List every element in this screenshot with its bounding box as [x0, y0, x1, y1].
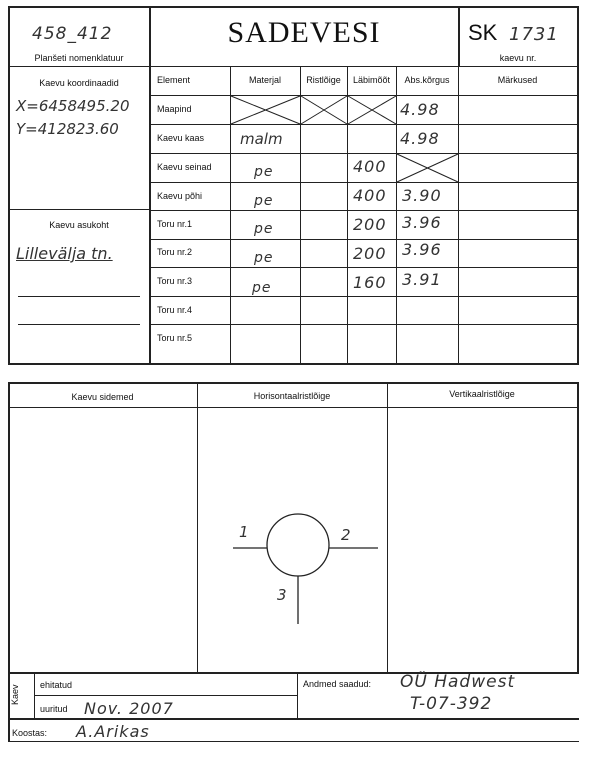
- coordinate-x: X=6458495.20: [16, 97, 130, 115]
- well-prefix: SK: [468, 20, 498, 45]
- col-header-ristloige: Ristlõige: [306, 75, 341, 85]
- row-abs: 3.96: [402, 213, 442, 232]
- nomenclature-value: 458_412: [32, 24, 113, 44]
- row-element: Toru nr.1: [157, 219, 193, 229]
- uuritud-value: Nov. 2007: [84, 699, 174, 718]
- row-element: Toru nr.3: [157, 276, 193, 286]
- andmed-value-2: T-07-392: [410, 694, 493, 714]
- col-header-materjal: Materjal: [248, 75, 281, 85]
- connections-header: Kaevu sidemed: [71, 392, 134, 402]
- row-element: Kaevu kaas: [157, 133, 205, 143]
- row-abs: 3.96: [402, 240, 442, 259]
- koostas-value: A.Arikas: [76, 722, 150, 741]
- kaev-label: Kaev: [10, 684, 20, 705]
- row-element: Kaevu seinad: [157, 162, 212, 172]
- col-header-element: Element: [157, 75, 191, 85]
- well-circle: [267, 514, 329, 576]
- col-header-markused: Märkused: [497, 75, 538, 85]
- andmed-value-1: OÜ Hadwest: [400, 672, 516, 692]
- uuritud-label: uuritud: [40, 704, 68, 714]
- row-materjal: pe: [254, 221, 274, 237]
- coordinate-y: Y=412823.60: [16, 120, 119, 138]
- nomenclature-label: Planšeti nomenklatuur: [34, 53, 124, 63]
- ehitatud-label: ehitatud: [40, 680, 73, 690]
- coordinates-label: Kaevu koordinaadid: [39, 78, 119, 88]
- row-element: Kaevu põhi: [157, 191, 203, 201]
- andmed-label: Andmed saadud:: [303, 679, 372, 689]
- page-title: SADEVESI: [227, 16, 381, 49]
- vertical-section-header: Vertikaalristlõige: [449, 389, 515, 399]
- koostas-label: Koostas:: [12, 728, 48, 738]
- col-header-abs-korgus: Abs.kõrgus: [404, 75, 450, 85]
- horizontal-section-header: Horisontaalristlõige: [253, 391, 331, 401]
- well-number-label: kaevu nr.: [499, 53, 537, 63]
- col-header-labimoot: Läbimõõt: [352, 75, 391, 85]
- row-element: Maapind: [157, 104, 192, 114]
- row-element: Toru nr.2: [157, 247, 193, 257]
- row-abs: 3.91: [402, 270, 442, 289]
- pipe-label-1: 1: [239, 523, 250, 541]
- row-materjal: pe: [254, 250, 274, 266]
- row-labimoot: 400: [353, 157, 387, 176]
- row-materjal: pe: [254, 164, 274, 180]
- row-materjal: pe: [254, 193, 274, 209]
- row-element: Toru nr.4: [157, 305, 193, 315]
- well-number: 1731: [509, 24, 559, 45]
- row-abs: 4.98: [400, 129, 440, 148]
- row-materjal: pe: [252, 280, 272, 296]
- row-materjal: malm: [240, 130, 283, 148]
- row-labimoot: 200: [353, 244, 387, 263]
- row-abs: 4.98: [400, 100, 440, 119]
- location-value: Lillevälja tn.: [16, 244, 113, 263]
- row-labimoot: 160: [353, 273, 387, 292]
- row-element: Toru nr.5: [157, 333, 193, 343]
- location-label: Kaevu asukoht: [49, 220, 109, 230]
- pipe-label-3: 3: [277, 586, 288, 604]
- pipe-label-2: 2: [341, 526, 352, 544]
- row-labimoot: 400: [353, 186, 387, 205]
- row-abs: 3.90: [402, 186, 442, 205]
- row-labimoot: 200: [353, 215, 387, 234]
